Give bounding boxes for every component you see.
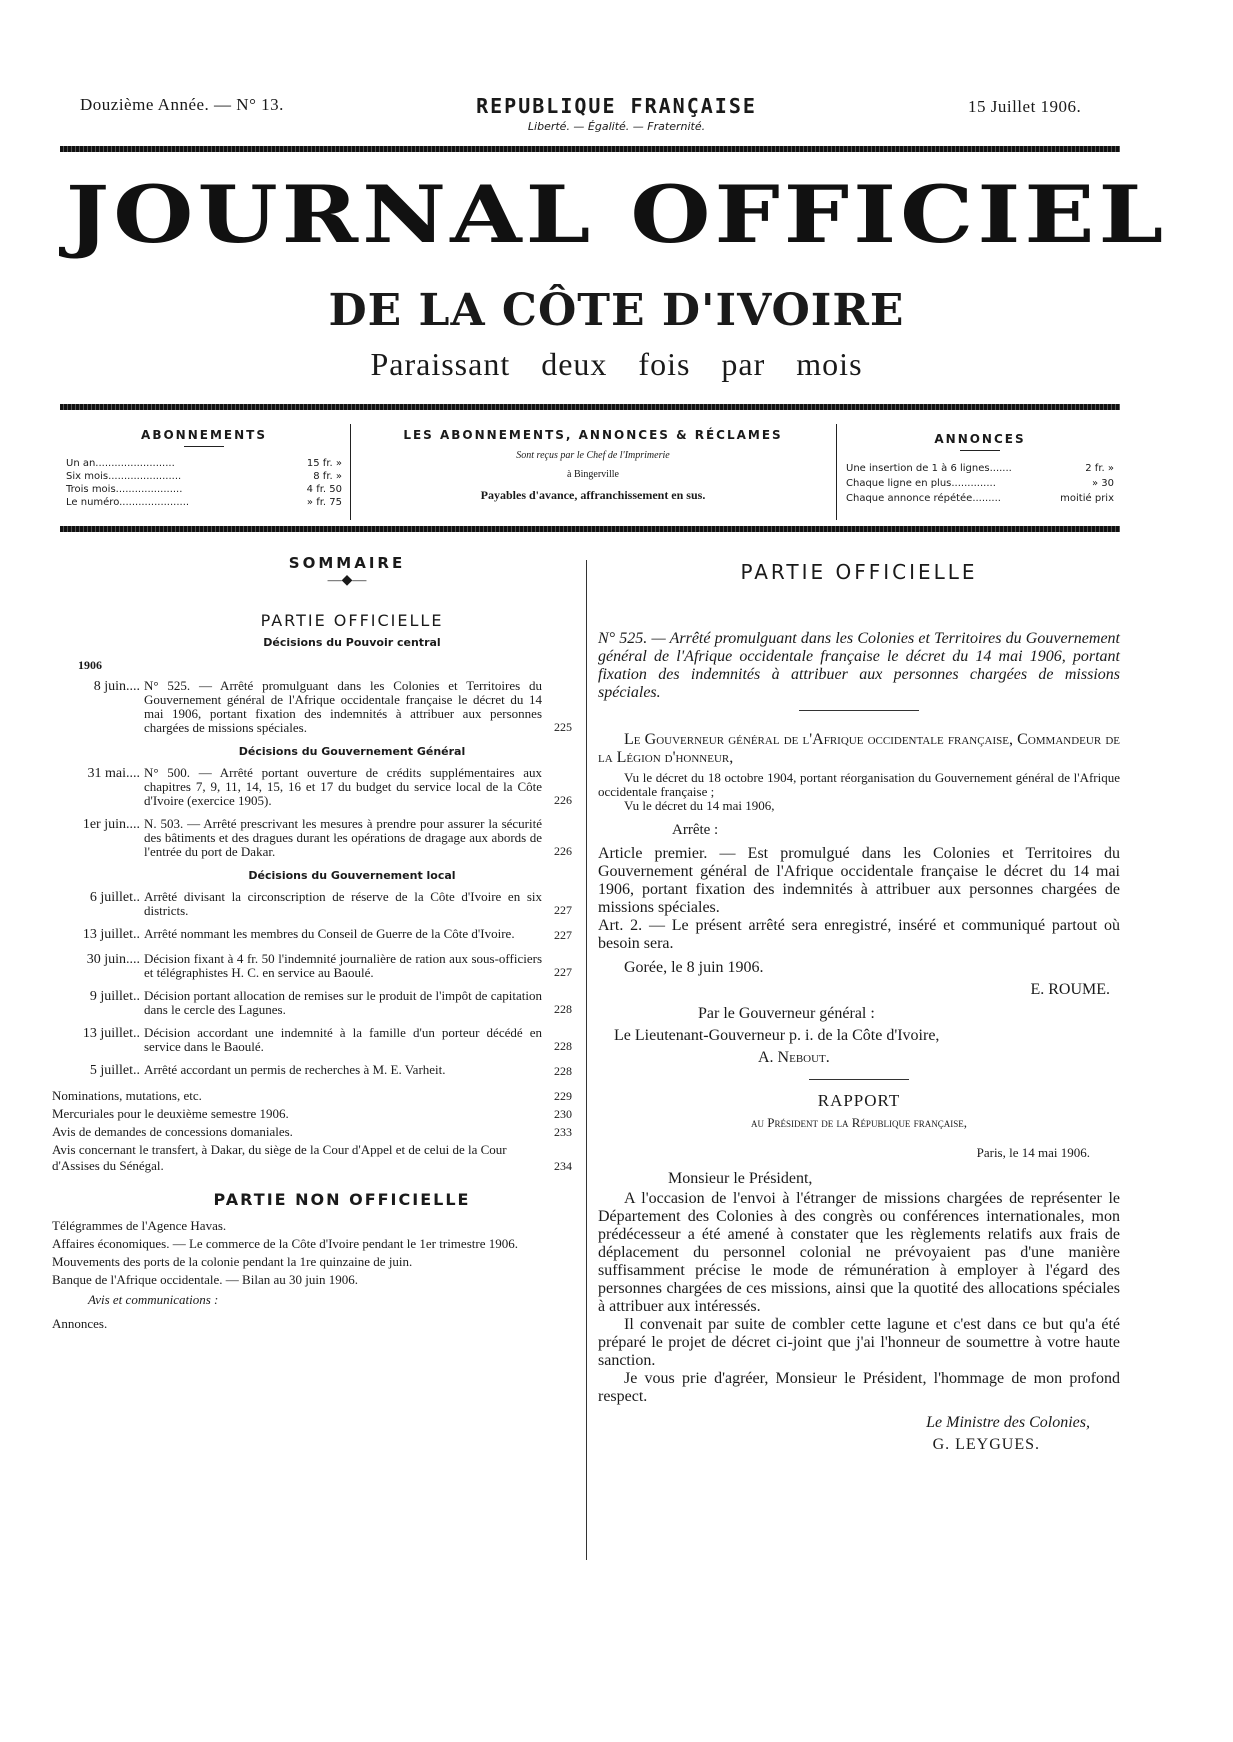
sommaire-title: SOMMAIRE — [288, 554, 406, 572]
ads-box — [846, 424, 1114, 516]
subscriptions-title: ABONNEMENTS — [141, 428, 267, 442]
subscription-rate-row — [66, 483, 342, 496]
governor-title: Le Gouverneur général de l'Afrique occidentale française, Commandeur de la Légion d'honneur, — [598, 731, 1120, 766]
ad-rate-price: 2 fr. » — [1085, 463, 1114, 474]
minister-name: G. LEYGUES. — [932, 1436, 1040, 1453]
subscription-price: » fr. 75 — [306, 497, 342, 508]
subscription-rate-row — [66, 470, 342, 483]
printer-location: à Bingerville — [567, 469, 619, 480]
sommaire-entry — [52, 766, 572, 808]
decree-rule — [799, 710, 919, 711]
entry-text: Arrêté nommant les membres du Conseil de Guerre de la Côte d'Ivoire. — [144, 926, 515, 941]
rapport-para-1: A l'occasion de l'envoi à l'étranger de missions chargées de représenter le Département des Colonies à des congrès ou conférences internationales, mon prédécesseur a été amené à constater que les règlements relatifs aux frais de déplacement du personnel colonial ne prévoyaient pas d'une manière suffisamment précise le mode de rémunération à employer à l'égard des personnes chargées de ces missions, ainsi que la quotité des allocations spéciales à attribuer aux intéressés. — [598, 1190, 1120, 1315]
ad-rate-row — [846, 461, 1114, 476]
entry-page: 227 — [554, 903, 572, 917]
entry-page: 228 — [554, 1039, 572, 1053]
rapport-para-3: Je vous prie d'agréer, Monsieur le Président, l'hommage de mon profond respect. — [598, 1370, 1120, 1405]
misc-page: 233 — [554, 1125, 572, 1139]
rapport-title: RAPPORT — [817, 1091, 901, 1110]
sommaire-year: 1906 — [78, 658, 102, 672]
journal-title: JOURNAL OFFICIEL — [65, 168, 1168, 261]
sommaire-entry — [52, 1063, 572, 1079]
entry-page: 228 — [554, 1064, 572, 1078]
subscription-rate-row — [66, 457, 342, 470]
ad-rate-price: » 30 — [1091, 478, 1114, 489]
entry-date: 31 mai.... — [87, 766, 140, 781]
entry-date: 30 juin.... — [86, 952, 140, 967]
gouvernement-general-heading: Décisions du Gouvernement Général — [238, 745, 466, 758]
ad-rate-row — [846, 476, 1114, 491]
vu-1: Vu le décret du 18 octobre 1904, portant réorganisation du Gouvernement général de l'Afrique occidentale française ; — [598, 770, 1120, 799]
sommaire-misc-entry — [52, 1142, 572, 1174]
subscriptions-box — [66, 424, 342, 516]
column-divider — [586, 560, 587, 1560]
box-bottom-rule — [60, 526, 1120, 532]
entry-text: N. 503. — Arrêté prescrivant les mesures à prendre pour assurer la sécurité des bâtiments et des dragues durant les opérations de dragage aux abords de l'entrée du port de Dakar. — [144, 816, 542, 859]
ad-rate-label: Une insertion de 1 à 6 lignes....... — [846, 463, 1012, 474]
box-divider-left — [350, 424, 351, 520]
partie-non-officielle-heading: PARTIE NON OFFICIELLE — [213, 1190, 471, 1209]
non-officielle-entry: Banque de l'Afrique occidentale. — Bilan au 30 juin 1906. — [52, 1272, 358, 1287]
entry-page: 225 — [554, 720, 572, 734]
sommaire-ornament: —◆— — [327, 573, 367, 588]
motto: Liberté. — Égalité. — Fraternité. — [527, 120, 706, 133]
masthead-rule — [60, 404, 1120, 410]
issue-date: 15 Juillet 1906. — [968, 97, 1082, 116]
entry-page: 226 — [554, 793, 572, 807]
sommaire-column — [52, 555, 572, 1334]
misc-text: Avis concernant le transfert, à Dakar, du siège de la Cour d'Appel et de celui de la Cour d'Assises du Sénégal. — [52, 1142, 507, 1173]
rapport-date: Paris, le 14 mai 1906. — [976, 1145, 1090, 1160]
entry-page: 228 — [554, 1002, 572, 1016]
article-2: Art. 2. — Le présent arrêté sera enregistré, inséré et communiqué partout où besoin sera. — [598, 917, 1120, 952]
rapport-para-2: Il convenait par suite de combler cette lagune et c'est dans ce but qu'a été préparé le projet de décret ci-joint que j'ai l'honneur de soumettre à votre haute sanction. — [598, 1316, 1120, 1369]
gouvernement-local-heading: Décisions du Gouvernement local — [248, 869, 456, 882]
vu-2: Vu le décret du 14 mai 1906, — [624, 798, 775, 813]
ad-rate-row — [846, 491, 1114, 506]
place-date: Gorée, le 8 juin 1906. — [624, 959, 764, 976]
ad-rate-label: Chaque ligne en plus.............. — [846, 478, 996, 489]
sommaire-partie-officielle: PARTIE OFFICIELLE — [260, 611, 444, 630]
entry-date: 1er juin.... — [82, 817, 140, 832]
sommaire-misc-entry — [52, 1124, 572, 1140]
salutation: Monsieur le Président, — [668, 1170, 813, 1187]
par-le-gouverneur: Par le Gouverneur général : — [698, 1005, 875, 1022]
entry-date: 13 juillet.. — [82, 1026, 140, 1041]
sommaire-entry — [52, 890, 572, 918]
non-officielle-entry: Avis et communications : — [88, 1292, 219, 1307]
entry-page: 227 — [554, 965, 572, 979]
main-column — [598, 630, 1120, 1454]
ads-underline — [960, 450, 1000, 451]
announcements-info-title: LES ABONNEMENTS, ANNONCES & RÉCLAMES — [403, 428, 783, 442]
pouvoir-central-heading: Décisions du Pouvoir central — [263, 636, 441, 649]
sommaire-entry — [52, 679, 572, 735]
subscription-period: Trois mois..................... — [66, 484, 183, 495]
entry-date: 9 juillet.. — [89, 989, 140, 1004]
sommaire-misc-entry — [52, 1088, 572, 1104]
entry-date: 6 juillet.. — [89, 890, 140, 905]
subscription-price: 15 fr. » — [306, 458, 342, 469]
misc-page: 230 — [554, 1107, 572, 1121]
entry-text: N° 500. — Arrêté portant ouverture de crédits supplémentaires aux chapitres 7, 9, 11, 14, 15, 16 et 17 du budget du service local de la Côte d'Ivoire (exercice 1905). — [144, 765, 542, 808]
entry-date: 13 juillet.. — [82, 927, 140, 942]
subscription-period: Un an......................... — [66, 458, 175, 469]
journal-tagline: Paraissant deux fois par mois — [370, 346, 863, 382]
box-divider-right — [836, 424, 837, 520]
partie-officielle-title: PARTIE OFFICIELLE — [740, 560, 978, 584]
subscription-rate-row — [66, 496, 342, 509]
non-officielle-entry: Télégrammes de l'Agence Havas. — [52, 1218, 227, 1233]
sommaire-entry — [52, 989, 572, 1017]
minister-title: Le Ministre des Colonies, — [926, 1414, 1090, 1431]
ads-title: ANNONCES — [934, 432, 1026, 446]
subscription-price: 8 fr. » — [313, 471, 342, 482]
header-rule — [60, 146, 1120, 152]
printer-note: Sont reçus par le Chef de l'Imprimerie — [516, 450, 670, 461]
signer: E. ROUME. — [1030, 981, 1110, 998]
non-officielle-entry: Mouvements des ports de la colonie pendant la 1re quinzaine de juin. — [52, 1254, 413, 1269]
non-officielle-entry: Affaires économiques. — Le commerce de la Côte d'Ivoire pendant le 1er trimestre 1906. — [52, 1236, 518, 1251]
ad-rate-price: moitié prix — [1060, 493, 1114, 504]
rapport-rule — [809, 1079, 909, 1080]
decree-heading: N° 525. — Arrêté promulguant dans les Colonies et Territoires du Gouvernement général de l'Afrique occidentale française le décret du 14 mai 1906, portant fixation des indemnités à attribuer aux personnes chargées de missions spéciales. — [598, 630, 1120, 701]
misc-text: Avis de demandes de concessions domaniales. — [52, 1124, 293, 1139]
entry-page: 226 — [554, 844, 572, 858]
misc-text: Mercuriales pour le deuxième semestre 1906. — [52, 1106, 289, 1121]
rapport-addressee: au Président de la République française, — [751, 1115, 967, 1130]
journal-subtitle: DE LA CÔTE D'IVOIRE — [328, 285, 905, 336]
republic-heading: REPUBLIQUE FRANÇAISE — [476, 94, 757, 118]
lieutenant-name: A. Nebout. — [758, 1049, 830, 1066]
entry-text: Arrêté accordant un permis de recherches à M. E. Varheit. — [144, 1062, 446, 1077]
entry-text: N° 525. — Arrêté promulguant dans les Colonies et Territoires du Gouvernement général de l'Afrique occidentale française le décret du 14 mai 1906, portant fixation des indemnités à attribuer aux personnes chargées de missions spéciales. — [144, 678, 542, 735]
sommaire-entry — [52, 927, 572, 943]
subscription-period: Le numéro...................... — [66, 497, 190, 508]
payment-note: Payables d'avance, affranchissement en sus. — [480, 488, 706, 502]
subscription-price: 4 fr. 50 — [306, 484, 342, 495]
subscription-period: Six mois....................... — [66, 471, 182, 482]
entry-page: 227 — [554, 928, 572, 942]
ad-rate-label: Chaque annonce répétée......... — [846, 493, 1001, 504]
entry-text: Décision portant allocation de remises sur le produit de l'impôt de capitation dans le cercle des Lagunes. — [144, 988, 542, 1017]
entry-text: Décision fixant à 4 fr. 50 l'indemnité journalière de ration aux sous-officiers et télégraphistes H. C. en service au Baoulé. — [144, 951, 542, 980]
article-1: Article premier. — Est promulgué dans les Colonies et Territoires du Gouvernement général de l'Afrique occidentale française le décret du 14 mai 1906, portant fixation des indemnités à attribuer aux personnes chargées de missions spéciales. — [598, 845, 1120, 916]
sommaire-entry — [52, 817, 572, 859]
year-issue: Douzième Année. — N° 13. — [80, 95, 284, 114]
arrete-label: Arrête : — [672, 822, 719, 838]
entry-text: Décision accordant une indemnité à la famille d'un porteur décédé en service dans le Baoulé. — [144, 1025, 542, 1054]
non-officielle-entry: Annonces. — [52, 1316, 108, 1331]
sommaire-entry — [52, 1026, 572, 1054]
misc-text: Nominations, mutations, etc. — [52, 1088, 202, 1103]
entry-date: 5 juillet.. — [89, 1063, 140, 1078]
announcements-info-box — [358, 424, 828, 516]
entry-text: Arrêté divisant la circonscription de réserve de la Côte d'Ivoire en six districts. — [144, 889, 542, 918]
misc-page: 234 — [554, 1159, 572, 1173]
lieutenant-title: Le Lieutenant-Gouverneur p. i. de la Côte d'Ivoire, — [614, 1027, 940, 1044]
sommaire-misc-entry — [52, 1106, 572, 1122]
misc-page: 229 — [554, 1089, 572, 1103]
entry-date: 8 juin.... — [93, 679, 140, 694]
subscriptions-underline — [184, 446, 224, 447]
sommaire-entry — [52, 952, 572, 980]
